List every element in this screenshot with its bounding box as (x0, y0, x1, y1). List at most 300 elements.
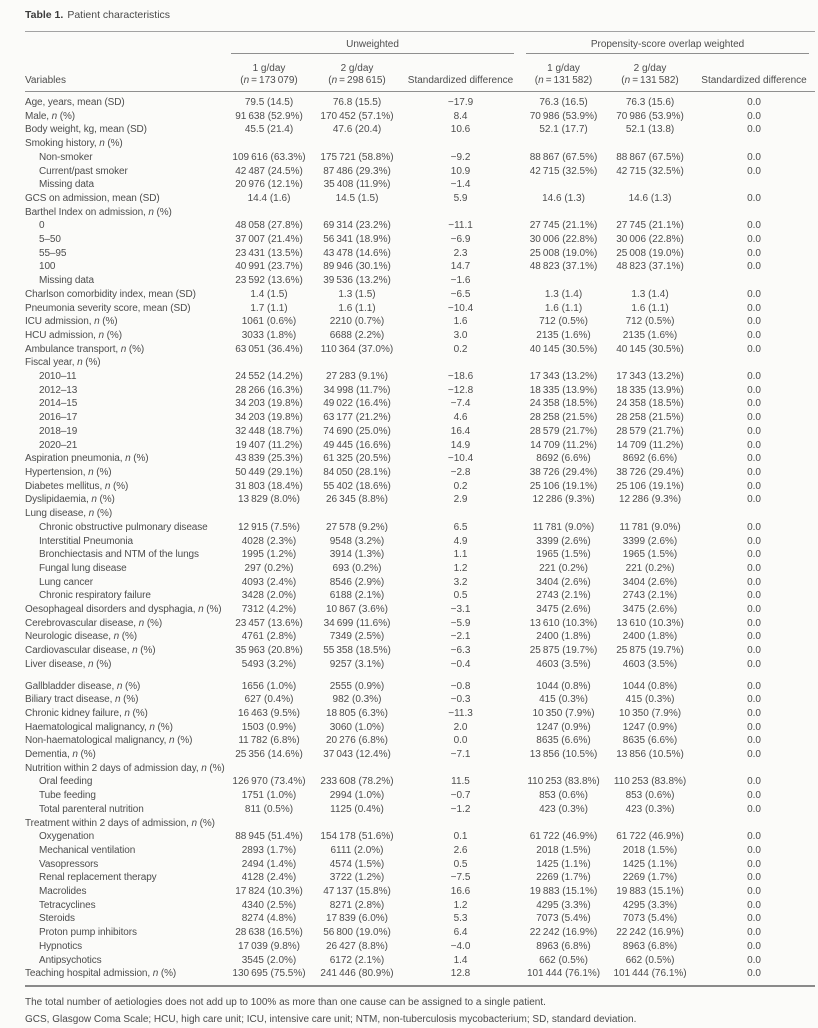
cell-value: 8963 (6.8%) (607, 940, 693, 954)
cell-value: 28 258 (21.5%) (607, 411, 693, 425)
cell-value: 69 314 (23.2%) (313, 219, 401, 233)
cell-value: 0.0 (693, 617, 815, 631)
cell-value: 18 805 (6.3%) (313, 707, 401, 721)
table-row (25, 178, 815, 192)
cell-value: 712 (0.5%) (607, 315, 693, 329)
cell-value: 0.0 (693, 384, 815, 398)
cell-value: 14.5 (1.5) (313, 192, 401, 206)
column-header: Variables (25, 54, 225, 92)
cell-value: 0.0 (693, 912, 815, 926)
footnote-aetiologies: The total number of aetiologies does not add up to 100% as more than one cause can be assigned to a single patient. (25, 995, 815, 1012)
cell-value: 23 592 (13.6%) (225, 274, 313, 288)
cell-value: 175 721 (58.8%) (313, 151, 401, 165)
row-label: Chronic respiratory failure (25, 589, 225, 603)
cell-value (520, 817, 607, 831)
cell-value (225, 762, 313, 776)
table-row (25, 123, 815, 137)
cell-value: 110 253 (83.8%) (520, 775, 607, 789)
cell-value: 2743 (2.1%) (520, 589, 607, 603)
cell-value: 1061 (0.6%) (225, 315, 313, 329)
cell-value: 423 (0.3%) (520, 803, 607, 817)
row-label: 5–50 (25, 233, 225, 247)
cell-value: 49 445 (16.6%) (313, 439, 401, 453)
cell-value: 8271 (2.8%) (313, 899, 401, 913)
cell-value (313, 356, 401, 370)
row-label: HCU admission, n (%) (25, 329, 225, 343)
cell-value: −3.1 (401, 603, 520, 617)
cell-value: 0.0 (693, 871, 815, 885)
cell-value: 74 690 (25.0%) (313, 425, 401, 439)
cell-value: 17 343 (13.2%) (607, 370, 693, 384)
row-label: Proton pump inhibitors (25, 926, 225, 940)
cell-value (313, 762, 401, 776)
cell-value: 11 781 (9.0%) (607, 521, 693, 535)
row-label: 2020–21 (25, 439, 225, 453)
row-label: Ambulance transport, n (%) (25, 343, 225, 357)
cell-value: 0.2 (401, 343, 520, 357)
table-row (25, 343, 815, 357)
row-label: Teaching hospital admission, n (%) (25, 967, 225, 986)
row-label: Lung cancer (25, 576, 225, 590)
cell-value: 7073 (5.4%) (520, 912, 607, 926)
footnote-abbreviations: GCS, Glasgow Coma Scale; HCU, high care unit; ICU, intensive care unit; NTM, non-tuberculosis mycobacterium; SD, standard deviation. (25, 1012, 815, 1028)
cell-value: 2018 (1.5%) (520, 844, 607, 858)
cell-value (520, 274, 607, 288)
cell-value: −0.7 (401, 789, 520, 803)
table-number-label: Table 1. (25, 9, 63, 21)
cell-value: 48 058 (27.8%) (225, 219, 313, 233)
cell-value: 1.6 (1.1) (520, 302, 607, 316)
cell-value: 35 963 (20.8%) (225, 644, 313, 658)
cell-value: 22 242 (16.9%) (520, 926, 607, 940)
cell-value: 2400 (1.8%) (520, 630, 607, 644)
cell-value: 11.5 (401, 775, 520, 789)
table-row (25, 247, 815, 261)
cell-value: 1247 (0.9%) (520, 721, 607, 735)
table-row (25, 233, 815, 247)
cell-value: 1.3 (1.5) (313, 288, 401, 302)
table-row (25, 521, 815, 535)
table-row (25, 288, 815, 302)
cell-value: 48 823 (37.1%) (520, 260, 607, 274)
cell-value: −1.2 (401, 803, 520, 817)
cell-value: 17 039 (9.8%) (225, 940, 313, 954)
row-label: Non-haematological malignancy, n (%) (25, 734, 225, 748)
cell-value: 101 444 (76.1%) (520, 967, 607, 986)
cell-value (401, 137, 520, 151)
cell-value: 70 986 (53.9%) (520, 110, 607, 124)
cell-value: 52.1 (17.7) (520, 123, 607, 137)
cell-value: 0.0 (693, 576, 815, 590)
cell-value: 1751 (1.0%) (225, 789, 313, 803)
cell-value: 0.0 (693, 425, 815, 439)
cell-value: 0.0 (693, 92, 815, 110)
cell-value: 0.0 (693, 858, 815, 872)
cell-value: −7.5 (401, 871, 520, 885)
cell-value: 2135 (1.6%) (607, 329, 693, 343)
row-label: Tetracyclines (25, 899, 225, 913)
cell-value: 1.3 (1.4) (607, 288, 693, 302)
table-row (25, 535, 815, 549)
cell-value: 25 875 (19.7%) (607, 644, 693, 658)
table-row (25, 151, 815, 165)
cell-value (313, 137, 401, 151)
row-label: Dementia, n (%) (25, 748, 225, 762)
table-row (25, 899, 815, 913)
cell-value: 4603 (3.5%) (520, 658, 607, 672)
cell-value: −2.1 (401, 630, 520, 644)
cell-value: 56 800 (19.0%) (313, 926, 401, 940)
table-title (25, 9, 815, 21)
cell-value: 17 343 (13.2%) (520, 370, 607, 384)
row-label: Chronic obstructive pulmonary disease (25, 521, 225, 535)
cell-value (225, 356, 313, 370)
cell-value: 0.0 (693, 123, 815, 137)
cell-value: 28 579 (21.7%) (607, 425, 693, 439)
row-label: 2014–15 (25, 397, 225, 411)
cell-value: 28 579 (21.7%) (520, 425, 607, 439)
row-label: Renal replacement therapy (25, 871, 225, 885)
cell-value (225, 206, 313, 220)
table-row (25, 384, 815, 398)
row-label: 2012–13 (25, 384, 225, 398)
table-row (25, 644, 815, 658)
cell-value: 0.1 (401, 830, 520, 844)
cell-value: 10 350 (7.9%) (607, 707, 693, 721)
cell-value: 0.0 (693, 521, 815, 535)
cell-value: 8.4 (401, 110, 520, 124)
column-header: Standardized difference (401, 54, 520, 92)
cell-value: 5.9 (401, 192, 520, 206)
cell-value: 25 356 (14.6%) (225, 748, 313, 762)
cell-value: −0.8 (401, 672, 520, 694)
table-row (25, 192, 815, 206)
cell-value: 79.5 (14.5) (225, 92, 313, 110)
table-row (25, 830, 815, 844)
table-row (25, 721, 815, 735)
table-row (25, 775, 815, 789)
cell-value: 12 286 (9.3%) (520, 493, 607, 507)
table-row (25, 493, 815, 507)
cell-value: 88 945 (51.4%) (225, 830, 313, 844)
cell-value: 49 022 (16.4%) (313, 397, 401, 411)
cell-value: −0.4 (401, 658, 520, 672)
cell-value: 1.6 (401, 315, 520, 329)
cell-value: −9.2 (401, 151, 520, 165)
cell-value: 27 283 (9.1%) (313, 370, 401, 384)
cell-value: 8635 (6.6%) (520, 734, 607, 748)
row-label: Lung disease, n (%) (25, 507, 225, 521)
row-label: Liver disease, n (%) (25, 658, 225, 672)
cell-value (401, 206, 520, 220)
cell-value: 47 137 (15.8%) (313, 885, 401, 899)
cell-value: 0.0 (693, 288, 815, 302)
cell-value: 3722 (1.2%) (313, 871, 401, 885)
cell-value: 109 616 (63.3%) (225, 151, 313, 165)
cell-value: 10.6 (401, 123, 520, 137)
cell-value: 662 (0.5%) (520, 954, 607, 968)
cell-value: 23 457 (13.6%) (225, 617, 313, 631)
cell-value: 853 (0.6%) (520, 789, 607, 803)
cell-value: 4295 (3.3%) (607, 899, 693, 913)
table-row (25, 926, 815, 940)
cell-value: 70 986 (53.9%) (607, 110, 693, 124)
cell-value: 7073 (5.4%) (607, 912, 693, 926)
cell-value: 61 722 (46.9%) (607, 830, 693, 844)
cell-value: 7349 (2.5%) (313, 630, 401, 644)
table-row (25, 630, 815, 644)
cell-value: 0.0 (693, 734, 815, 748)
cell-value: 19 407 (11.2%) (225, 439, 313, 453)
cell-value (401, 507, 520, 521)
cell-value: 1503 (0.9%) (225, 721, 313, 735)
cell-value: −1.6 (401, 274, 520, 288)
cell-value: 76.8 (15.5) (313, 92, 401, 110)
cell-value: 27 578 (9.2%) (313, 521, 401, 535)
cell-value: 0.0 (693, 219, 815, 233)
cell-value: 5493 (3.2%) (225, 658, 313, 672)
cell-value: 34 203 (19.8%) (225, 411, 313, 425)
cell-value: 2210 (0.7%) (313, 315, 401, 329)
row-label: Oral feeding (25, 775, 225, 789)
table-row (25, 466, 815, 480)
cell-value: −11.3 (401, 707, 520, 721)
cell-value: 3914 (1.3%) (313, 548, 401, 562)
cell-value: 0.0 (693, 885, 815, 899)
cell-value: 40 145 (30.5%) (520, 343, 607, 357)
cell-value: 8692 (6.6%) (607, 452, 693, 466)
cell-value: 10.9 (401, 165, 520, 179)
cell-value: 28 266 (16.3%) (225, 384, 313, 398)
cell-value: 6.5 (401, 521, 520, 535)
cell-value: 23 431 (13.5%) (225, 247, 313, 261)
row-label: Charlson comorbidity index, mean (SD) (25, 288, 225, 302)
cell-value: 24 358 (18.5%) (607, 397, 693, 411)
table-body (25, 92, 815, 987)
cell-value: 14 709 (11.2%) (607, 439, 693, 453)
row-label: Cardiovascular disease, n (%) (25, 644, 225, 658)
cell-value: 6172 (2.1%) (313, 954, 401, 968)
table-row (25, 425, 815, 439)
cell-value: 1.6 (1.1) (607, 302, 693, 316)
cell-value: 88 867 (67.5%) (520, 151, 607, 165)
cell-value: 0.0 (693, 748, 815, 762)
cell-value: 4340 (2.5%) (225, 899, 313, 913)
row-label: Mechanical ventilation (25, 844, 225, 858)
cell-value: 0.0 (693, 630, 815, 644)
cell-value: 0.0 (693, 151, 815, 165)
cell-value: 1044 (0.8%) (520, 672, 607, 694)
cell-value: 4093 (2.4%) (225, 576, 313, 590)
table-row (25, 92, 815, 110)
cell-value: 3060 (1.0%) (313, 721, 401, 735)
row-label: Missing data (25, 274, 225, 288)
cell-value: 2135 (1.6%) (520, 329, 607, 343)
cell-value: 14.4 (1.6) (225, 192, 313, 206)
row-label: Barthel Index on admission, n (%) (25, 206, 225, 220)
cell-value: 0.2 (401, 480, 520, 494)
table-row (25, 762, 815, 776)
cell-value: 233 608 (78.2%) (313, 775, 401, 789)
cell-value: 18 335 (13.9%) (520, 384, 607, 398)
cell-value: 63 177 (21.2%) (313, 411, 401, 425)
cell-value (693, 274, 815, 288)
cell-value: 1.4 (401, 954, 520, 968)
cell-value: 11 781 (9.0%) (520, 521, 607, 535)
cell-value: 3399 (2.6%) (607, 535, 693, 549)
cell-value: −10.4 (401, 302, 520, 316)
cell-value: 101 444 (76.1%) (607, 967, 693, 986)
table-row (25, 370, 815, 384)
row-label: Dyslipidaemia, n (%) (25, 493, 225, 507)
cell-value: 0.0 (693, 830, 815, 844)
cell-value: 43 839 (25.3%) (225, 452, 313, 466)
cell-value: 2400 (1.8%) (607, 630, 693, 644)
cell-value: 0.0 (693, 343, 815, 357)
cell-value: 4603 (3.5%) (607, 658, 693, 672)
cell-value: 0.0 (693, 926, 815, 940)
table-header (25, 32, 815, 92)
table-row (25, 967, 815, 986)
cell-value: 2.0 (401, 721, 520, 735)
cell-value: 3404 (2.6%) (607, 576, 693, 590)
table-row (25, 137, 815, 151)
cell-value: 0.0 (693, 192, 815, 206)
cell-value: 1656 (1.0%) (225, 672, 313, 694)
cell-value: 110 364 (37.0%) (313, 343, 401, 357)
cell-value: 126 970 (73.4%) (225, 775, 313, 789)
cell-value (520, 137, 607, 151)
cell-value: 0.0 (693, 535, 815, 549)
cell-value: 11 782 (6.8%) (225, 734, 313, 748)
cell-value: 2.9 (401, 493, 520, 507)
cell-value: 34 203 (19.8%) (225, 397, 313, 411)
cell-value: 1.6 (1.1) (313, 302, 401, 316)
cell-value: 0.0 (693, 899, 815, 913)
cell-value: −1.4 (401, 178, 520, 192)
row-label: Pneumonia severity score, mean (SD) (25, 302, 225, 316)
row-label: GCS on admission, mean (SD) (25, 192, 225, 206)
cell-value: 0.0 (693, 315, 815, 329)
cell-value: 16.6 (401, 885, 520, 899)
row-label: ICU admission, n (%) (25, 315, 225, 329)
cell-value: 0.0 (693, 329, 815, 343)
cell-value (607, 137, 693, 151)
cell-value (607, 356, 693, 370)
cell-value: 8274 (4.8%) (225, 912, 313, 926)
cell-value: 0.0 (693, 603, 815, 617)
cell-value: 1.7 (1.1) (225, 302, 313, 316)
column-group-label: Unweighted (231, 39, 514, 54)
row-label: Oxygenation (25, 830, 225, 844)
table-row (25, 954, 815, 968)
cell-value: 40 991 (23.7%) (225, 260, 313, 274)
cell-value: 1425 (1.1%) (607, 858, 693, 872)
cell-value: 38 726 (29.4%) (607, 466, 693, 480)
row-label: Cerebrovascular disease, n (%) (25, 617, 225, 631)
row-label: Fiscal year, n (%) (25, 356, 225, 370)
cell-value (225, 507, 313, 521)
cell-value (520, 762, 607, 776)
cell-value: 9548 (3.2%) (313, 535, 401, 549)
cell-value: 811 (0.5%) (225, 803, 313, 817)
cell-value: 2555 (0.9%) (313, 672, 401, 694)
cell-value: 0.0 (693, 672, 815, 694)
row-label: Chronic kidney failure, n (%) (25, 707, 225, 721)
cell-value: 26 345 (8.8%) (313, 493, 401, 507)
row-label: Treatment within 2 days of admission, n (%) (25, 817, 225, 831)
table-row (25, 260, 815, 274)
cell-value: 2.3 (401, 247, 520, 261)
cell-value (313, 507, 401, 521)
cell-value: 0.0 (693, 844, 815, 858)
cell-value (520, 178, 607, 192)
cell-value: 0.0 (693, 658, 815, 672)
row-label: Haematological malignancy, n (%) (25, 721, 225, 735)
cell-value: 14.7 (401, 260, 520, 274)
cell-value: 13 610 (10.3%) (520, 617, 607, 631)
column-group-label: Propensity-score overlap weighted (526, 39, 809, 54)
row-label: Hypnotics (25, 940, 225, 954)
table-row (25, 693, 815, 707)
table-row (25, 617, 815, 631)
cell-value: 42 487 (24.5%) (225, 165, 313, 179)
cell-value: 19 883 (15.1%) (520, 885, 607, 899)
cell-value: 20 976 (12.1%) (225, 178, 313, 192)
row-label: Age, years, mean (SD) (25, 92, 225, 110)
cell-value: 3545 (2.0%) (225, 954, 313, 968)
table-row (25, 548, 815, 562)
cell-value: 0.0 (693, 165, 815, 179)
cell-value: 0.0 (401, 734, 520, 748)
cell-value: 48 823 (37.1%) (607, 260, 693, 274)
table-row (25, 315, 815, 329)
cell-value: 627 (0.4%) (225, 693, 313, 707)
table-row (25, 356, 815, 370)
cell-value: 1247 (0.9%) (607, 721, 693, 735)
cell-value: 415 (0.3%) (607, 693, 693, 707)
cell-value: 0.0 (693, 480, 815, 494)
table-row (25, 206, 815, 220)
cell-value: 0.0 (693, 110, 815, 124)
cell-value: 25 008 (19.0%) (520, 247, 607, 261)
cell-value: 61 325 (20.5%) (313, 452, 401, 466)
cell-value: 221 (0.2%) (607, 562, 693, 576)
cell-value (693, 762, 815, 776)
table-row (25, 452, 815, 466)
cell-value: 6111 (2.0%) (313, 844, 401, 858)
cell-value (313, 817, 401, 831)
cell-value: 0.0 (693, 302, 815, 316)
table-row (25, 885, 815, 899)
cell-value: −2.8 (401, 466, 520, 480)
cell-value: 63 051 (36.4%) (225, 343, 313, 357)
cell-value: 0.0 (693, 789, 815, 803)
cell-value: −18.6 (401, 370, 520, 384)
cell-value: 38 726 (29.4%) (520, 466, 607, 480)
cell-value: −7.1 (401, 748, 520, 762)
cell-value: 2743 (2.1%) (607, 589, 693, 603)
cell-value: 22 242 (16.9%) (607, 926, 693, 940)
cell-value: 7312 (4.2%) (225, 603, 313, 617)
cell-value: 42 715 (32.5%) (520, 165, 607, 179)
cell-value: 4761 (2.8%) (225, 630, 313, 644)
cell-value (693, 206, 815, 220)
cell-value: 4.9 (401, 535, 520, 549)
cell-value: 1.2 (401, 899, 520, 913)
cell-value: 19 883 (15.1%) (607, 885, 693, 899)
cell-value: 0.0 (693, 411, 815, 425)
